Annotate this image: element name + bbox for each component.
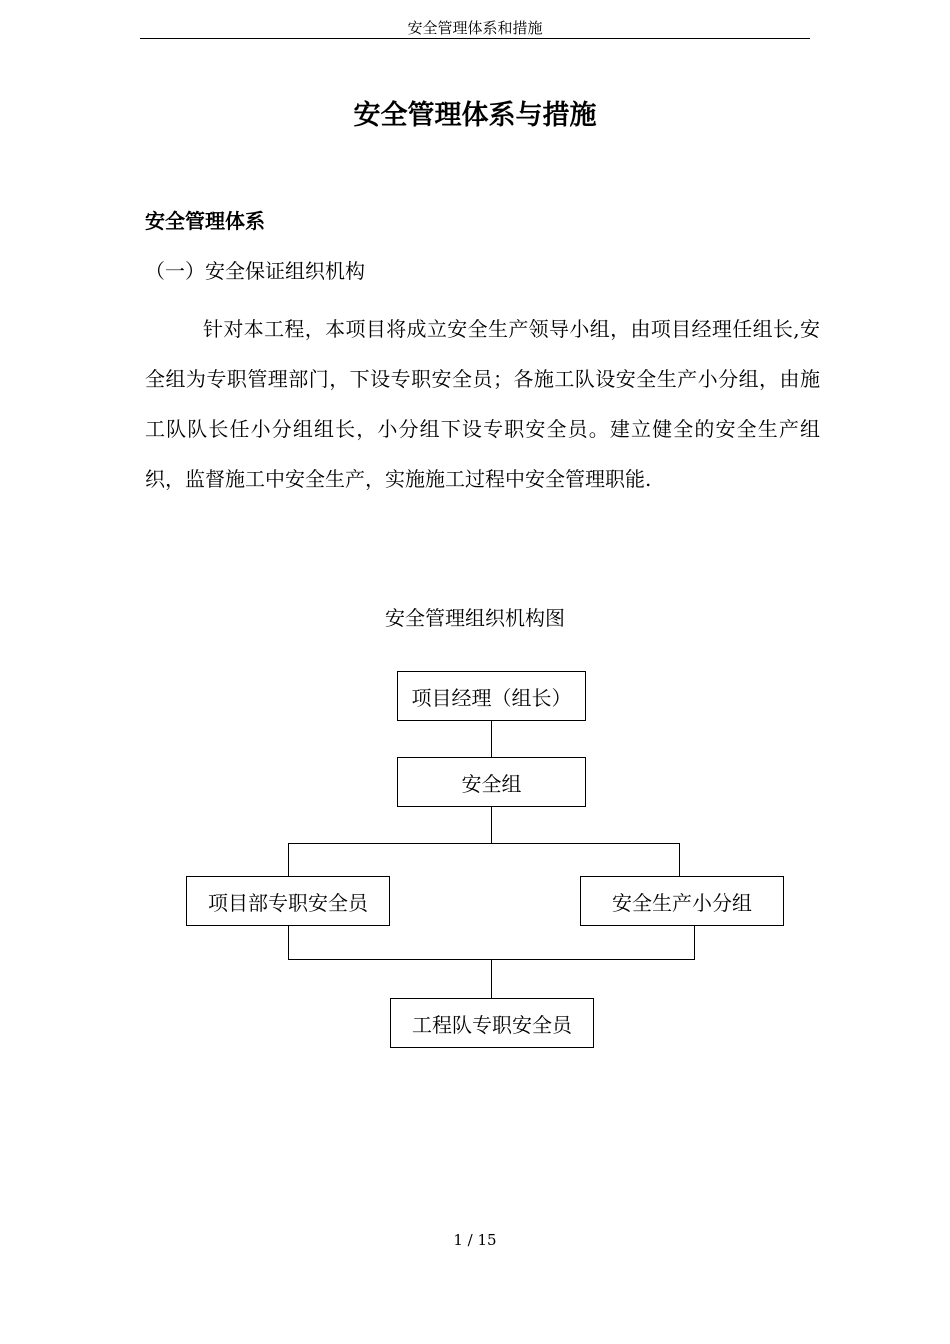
section-heading: 安全管理体系 — [145, 209, 265, 233]
connector-dept-officer-down — [288, 926, 289, 960]
connector-upper-horizontal — [288, 843, 680, 844]
org-node-leader: 项目经理（组长） — [397, 671, 586, 721]
org-node-safety-group: 安全组 — [397, 757, 586, 807]
body-paragraph: 针对本工程，本项目将成立安全生产领导小组，由项目经理任组长,安全组为专职管理部门，下设专职安全员；各施工队设安全生产小分组，由施工队队长任小分组组长，小分组下设专职安全员。建立健全的安全生产组织，监督施工中安全生产，实施施工过程中安全管理职能. — [145, 317, 820, 491]
connector-to-sub-group — [679, 843, 680, 876]
org-node-sub-group: 安全生产小分组 — [580, 876, 784, 926]
subheading: （一）安全保证组织机构 — [145, 259, 365, 283]
connector-leader-to-group — [491, 721, 492, 757]
header-rule — [140, 38, 810, 39]
org-node-team-officer: 工程队专职安全员 — [390, 998, 594, 1048]
document-title: 安全管理体系与措施 — [353, 100, 597, 131]
connector-to-dept-officer — [288, 843, 289, 876]
connector-group-down — [491, 807, 492, 843]
page-number: 1 / 15 — [453, 1231, 497, 1249]
connector-sub-group-down — [694, 926, 695, 960]
org-chart-title: 安全管理组织机构图 — [385, 606, 565, 630]
connector-to-team-officer — [491, 959, 492, 998]
org-node-dept-officer: 项目部专职安全员 — [186, 876, 390, 926]
running-header: 安全管理体系和措施 — [407, 19, 543, 37]
